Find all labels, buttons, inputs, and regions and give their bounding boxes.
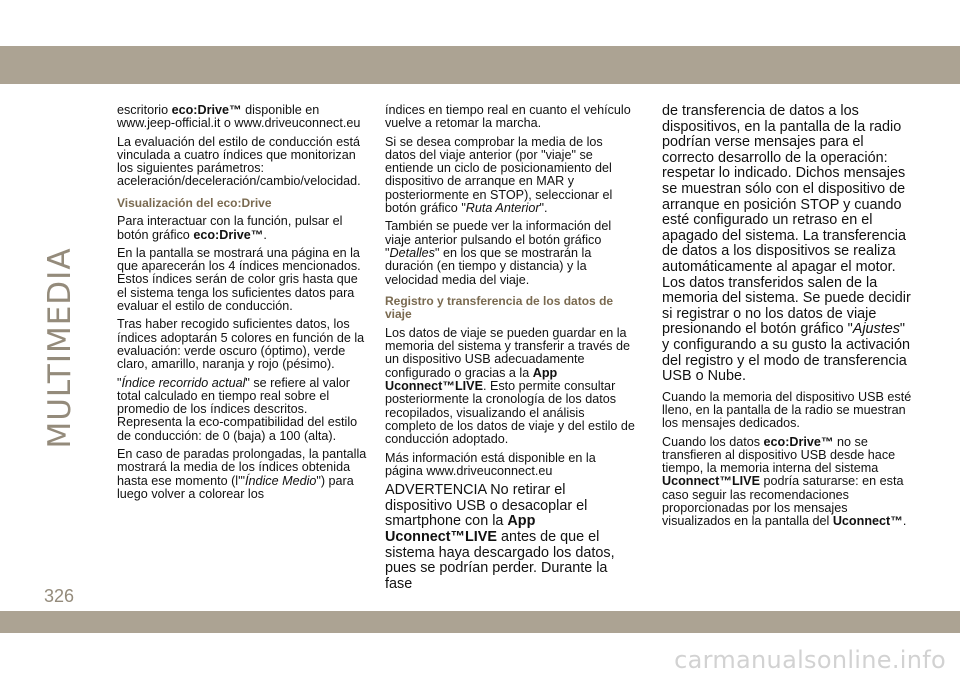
paragraph (385, 327, 635, 447)
text: no se transfieren al dispositivo USB desde hace tiempo, la memoria interna del sistema (662, 434, 896, 476)
text-bold: App Uconnect™LIVE (385, 365, 558, 394)
text: " en los que se mostrarán la duración (en tiempo y distancia) y la velocidad media del viaje. (385, 245, 592, 287)
column-1 (117, 104, 367, 506)
text-bold: eco:Drive™ (171, 103, 242, 117)
text: ". (539, 201, 548, 216)
watermark: carmanualsonline.info (674, 646, 946, 674)
text: " se refiere al valor total calculado en tiempo real sobre el promedio de los índices descritos. Representa la eco-compatibilidad del estilo de conducción: de 0 (baja) a 100 (alta). (117, 375, 358, 443)
paragraph: Más información está disponible en la página www.driveuconnect.eu (385, 450, 596, 478)
section-heading: Registro y transferencia de los datos de viaje (385, 293, 614, 322)
warning-paragraph-continued (662, 104, 912, 385)
paragraph (662, 436, 912, 529)
text: ") para luego volver a colorear los (117, 473, 354, 501)
text: Si se desea comprobar la media de los datos del viaje anterior (por "viaje" se entiende un ciclo de posicionamiento del dispositivo de arranque en MAR y posteriormente en STOP), seleccionar el botón gráfico " (385, 134, 613, 216)
column-2 (385, 104, 635, 598)
text-bold: Uconnect™ (832, 514, 903, 529)
text: Para interactuar con la función, pulsar el botón gráfico (117, 214, 343, 242)
paragraph (117, 104, 367, 131)
column-3 (662, 104, 912, 534)
text: . (902, 514, 907, 529)
text-italic: Índice Medio (244, 473, 317, 488)
text-bold: Uconnect™LIVE (662, 474, 760, 489)
bottom-band (0, 611, 960, 633)
text-bold: App Uconnect™LIVE (385, 513, 536, 545)
text: ADVERTENCIA No retirar el dispositivo USB o desacoplar el smartphone con la (385, 482, 588, 530)
text: " y configurando a su gusto la activación del registro y el modo de transferencia USB o Nube. (662, 321, 910, 385)
page-number: 326 (44, 586, 75, 606)
text: disponible en www.jeep-official.it o www.driveuconnect.eu (117, 103, 361, 131)
text: Los datos de viaje se pueden guardar en la memoria del sistema y transferir a través de un dispositivo USB adecuadamente configurado o gracias a la (385, 325, 630, 380)
paragraph: índices en tiempo real en cuanto el vehículo vuelve a retomar la marcha. (385, 103, 631, 131)
paragraph (117, 448, 367, 501)
paragraph (117, 377, 367, 443)
text-italic: Índice recorrido actual (121, 375, 246, 390)
paragraph: La evaluación del estilo de conducción está vinculada a cuatro índices que monitorizan los siguientes parámetros: aceleración/deceleración/cambio/velocidad. (117, 134, 361, 189)
text: de transferencia de datos a los dispositivos, en la pantalla de la radio podrían verse mensajes para el correcto desarrollo de la operación: respetar lo indicado. Dichos mensajes se muestran sólo con el dispositivo de arranque en posición STOP y cuando esté configurado un retraso en el apagado del sistema. La transferencia de datos a los dispositivos se realiza automáticamente al apagar el motor. Los datos transferidos salen de la memoria del sistema. Se puede decidir si registrar o no los datos de viaje presionando el botón gráfico " (662, 103, 911, 338)
paragraph (385, 136, 635, 216)
text: antes de que el sistema haya descargado los datos, pues se podrían perder. Durante la fase (385, 528, 615, 592)
text-italic: Detalles (389, 245, 435, 260)
paragraph (117, 215, 367, 242)
text-bold: eco:Drive™ (763, 434, 834, 449)
paragraph: En la pantalla se mostrará una página en la que aparecerán los 4 índices mencionados. Estos índices serán de color gris hasta que el sistema tenga los suficientes datos para evaluar el estilo de conducción. (117, 245, 361, 314)
text: podría saturarse: en esta caso seguir las recomendaciones proporcionadas por los mensajes visualizados en la pantalla del (662, 474, 904, 529)
paragraph: Cuando la memoria del dispositivo USB esté lleno, en la pantalla de la radio se muestran los mensajes dedicados. (662, 389, 912, 431)
text: Cuando los datos (662, 434, 764, 449)
text: También se puede ver la información del viaje anterior pulsando el botón gráfico " (385, 219, 612, 260)
warning-paragraph (385, 483, 635, 592)
text-italic: Ruta Anterior (465, 201, 540, 216)
text: En caso de paradas prolongadas, la pantalla mostrará la media de los índices obtenida hasta ese momento (l'" (117, 447, 367, 488)
section-heading: Visualización del eco:Drive (117, 195, 272, 210)
paragraph (385, 220, 635, 286)
text: . Esto permite consultar posteriormente la cronología de los datos recopilados, visualizando el análisis completo de los datos de viaje y del estilo de conducción adoptado. (385, 379, 635, 447)
paragraph: Tras haber recogido suficientes datos, los índices adoptarán 5 colores en función de la evaluación: verde oscuro (óptimo), verde claro, amarillo, naranja y rojo (pésimo). (117, 317, 365, 372)
section-label: MULTIMEDIA (42, 247, 78, 449)
text-italic: Ajustes (852, 321, 900, 338)
text: escritorio (117, 103, 172, 117)
text-bold: eco:Drive™ (193, 227, 264, 242)
text: . (263, 227, 267, 242)
text: " (117, 375, 122, 390)
top-band (0, 46, 960, 84)
